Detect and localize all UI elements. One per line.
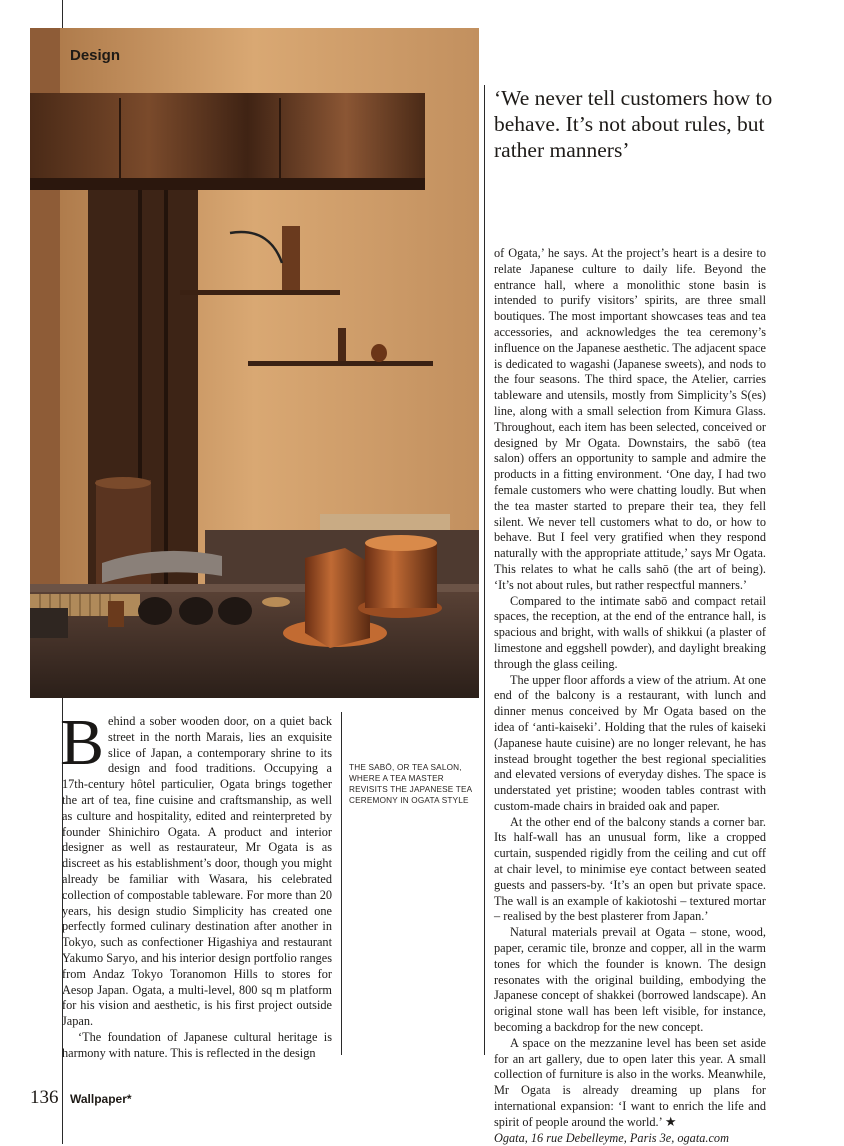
photo-caption: THE SABŌ, OR TEA SALON, WHERE A TEA MASTER REVISITS THE JAPANESE TEA CEREMONY IN OGATA STYLE: [349, 763, 472, 805]
paragraph: At the other end of the balcony stands a corner bar. Its half-wall has an unusual form, like a cropped curtain, suspended rigidly from the ceiling and cut off at chair level, to minimise eye contact between seated guests and passers-by. ‘It’s an open but private space. The wall is an example of kakiotoshi – textured mortar – realised by the best plasterer from Japan.’: [494, 814, 766, 924]
closing-paragraph-text: A space on the mezzanine level has been set aside for an art gallery, due to open later this year. A small collection of furniture is also in the works. Meanwhile, Mr Ogata is already dreaming up plans for international expansion: ‘I want to enrich the life and spirit of people around the world.’: [494, 1035, 766, 1129]
pull-quote: ‘We never tell customers how to behave. It’s not about rules, but rather manners’: [494, 86, 773, 162]
paragraph: ‘The foundation of Japanese cultural heritage is harmony with nature. This is reflected in the design: [62, 1029, 332, 1060]
column-rule-right: [484, 85, 485, 1055]
section-label: Design: [70, 47, 121, 64]
tea-salon-photo: [30, 28, 479, 698]
opening-paragraph: [60, 706, 332, 1030]
caption-rule: [341, 712, 342, 1055]
paragraph: Natural materials prevail at Ogata – stone, wood, paper, ceramic tile, bronze and copper, all in the warm tones for which the founder is known. The design resonates with the original building, embodying the Japanese concept of shakkei (borrowed landscape). An original stone wall has been left visible, for instance, becoming a backdrop for the new concept.: [494, 925, 766, 1035]
opening-paragraph-text: ehind a sober wooden door, on a quiet back street in the north Marais, lies an exquisite slice of Japan, a contemporary shrine to its design and food traditions. Occupying a 17th-century hôtel particulier, Ogata brings together the art of tea, fine cuisine and craftsmanship, as well as culture and hospitality, edited and reinterpreted by founder Shinichiro Ogata. A product and interior designer as well as restaurateur, Mr Ogata is as discreet as his establishment’s door, though you might already be familiar with Wasara, his celebrated collection of compostable tableware. For more than 20 years, his design studio Simplicity has created one perfectly formed culinary destination after another in Tokyo, such as confectioner Higashiya and restaurant Yakumo Saryo, and his interior design portfolio ranges from Andaz Tokyo Toranomon Hills to stores for Aesop Japan. Ogata, a multi-level, 800 sq m platform for his vision and aesthetic, is his first project outside Japan.: [62, 714, 332, 1029]
paragraph: of Ogata,’ he says. At the project’s heart is a desire to relate Japanese culture to daily life. Beyond the entrance hall, where a monolithic stone basin is intended to purify visitors’ spirits, are three small boutiques. The most important showcases teas and tea accessories, and acknowledges the tea ceremony’s influence on the Japanese aesthetic. The adjacent space is dedicated to wagashi (Japanese sweets), and nods to the four seasons. The third space, the Atelier, carries tableware and utensils, mostly from Simplicity’s S(es) line, along with a small selection from Kimura Glass. Throughout, each item has been selected, conceived or designed by Mr Ogata. Downstairs, the sabō (tea salon) offers an opportunity to sample and admire the products in a fitting environment. ‘One day, I had two female customers who were chatting loudly. But when the tea master started to prepare their tea, they fell silent. We never tell customers what to do, or how to behave. But I feel very gratified when they respond naturally with the appropriate attitude,’ says Mr Ogata. This relates to what he calls sahō (the art of being). ‘It’s not about rules, but rather respectful manners.’: [494, 246, 766, 592]
venue-signoff: Ogata, 16 rue Debelleyme, Paris 3e, ogata.com: [494, 1130, 729, 1145]
folio-divider: [62, 1088, 63, 1114]
paragraph: Compared to the intimate sabō and compact retail spaces, the reception, at the end of the entrance hall, is spacious and bright, with walls of shikkui (a plaster of limestone and eggshell powder), and daylight breaking through the glass ceiling.: [494, 593, 766, 671]
page-number: 136: [30, 1087, 59, 1108]
article-column-left: [60, 706, 332, 1062]
publication-name: Wallpaper*: [70, 1092, 132, 1106]
end-mark-icon: ★: [664, 1114, 677, 1130]
article-column-right: [494, 246, 766, 1146]
closing-paragraph: [494, 1036, 766, 1131]
tea-salon-photo-icon: [30, 28, 479, 698]
drop-cap: B: [60, 706, 105, 779]
paragraph: The upper floor affords a view of the atrium. At one end of the balcony is a restaurant, with lunch and dinner menus conceived by Mr Ogata based on the idea of ‘anti-kaiseki’. Holding that the rules of kaiseki (Japanese haute cuisine) are no longer relevant, he has instead brought together the best regional specialities and elevated versions of everyday dishes. The space is understated yet pristine; wooden tables contrast with custom-made chairs in braided oak and paper.: [494, 672, 766, 813]
